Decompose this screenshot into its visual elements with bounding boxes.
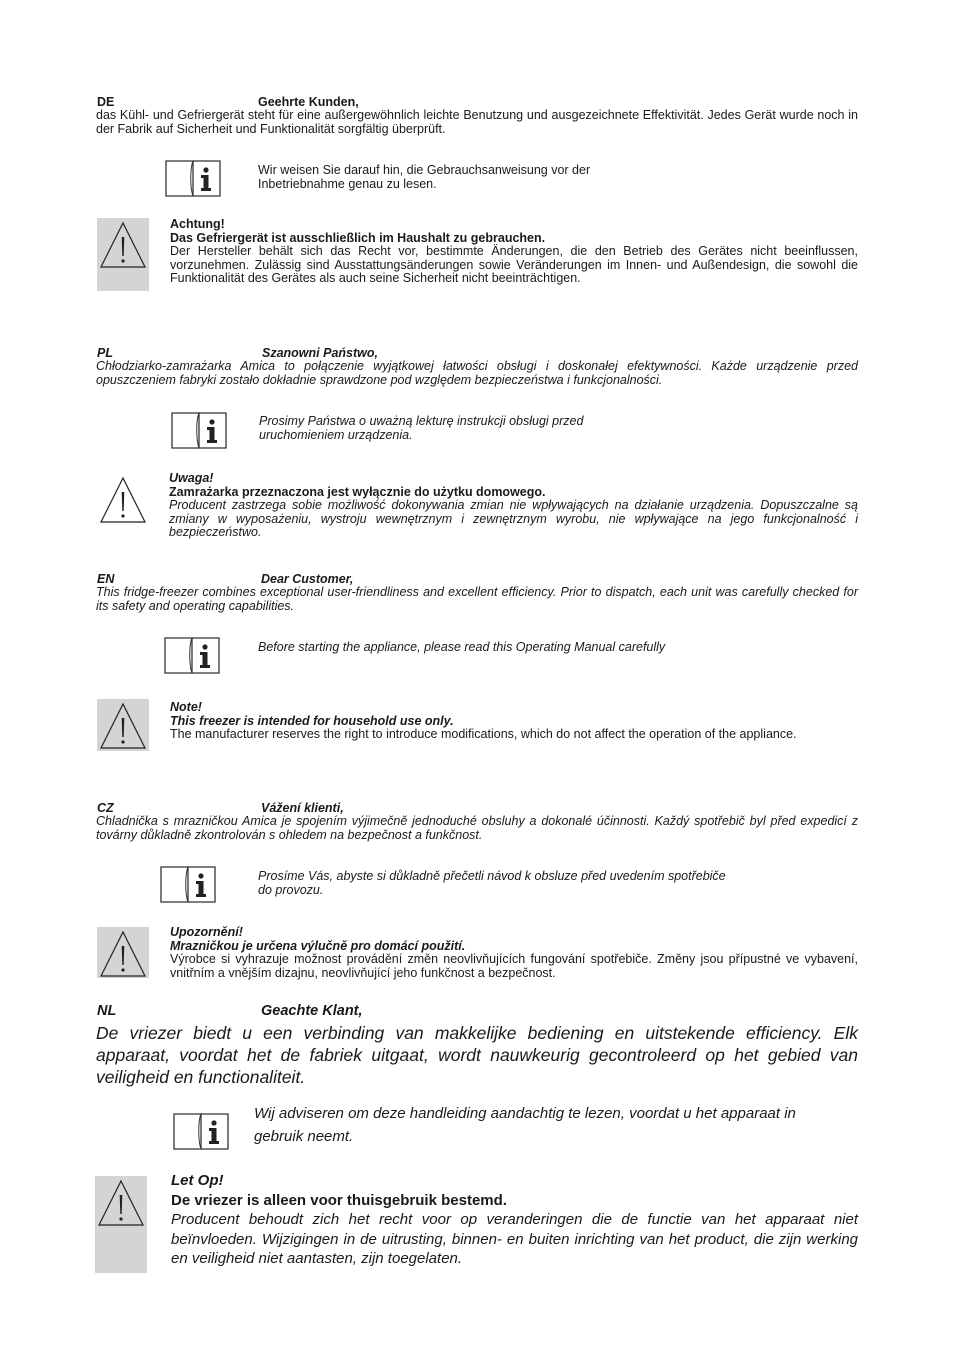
language-code: CZ: [97, 801, 114, 815]
intro-text: This fridge-freezer combines exceptional user-friendliness and excellent efficiency. Prior to dispatch, each unit was carefully checked for its safety and operating capabilities.: [96, 585, 858, 613]
greeting: Geehrte Kunden,: [258, 95, 359, 109]
warning-notice: [96, 471, 858, 539]
info-notice: [96, 1103, 858, 1153]
warning-body: The manufacturer reserves the right to introduce modifications, which do not affect the operation of the appliance.: [170, 727, 797, 741]
warning-notice: [96, 1171, 858, 1271]
warning-body: Der Hersteller behält sich das Recht vor, bestimmte Änderungen, die den Betrieb des Gerätes nicht beeinflussen, vorzunehmen. Zulässig sind Ausstattungsänderungen sowie Veränderungen im Innen- und Außendesign, die sowohl die Funktionalität des Gerätes als auch seine Sicherheit nicht beeinträchtigen.: [170, 244, 858, 285]
warning-triangle-icon: [99, 220, 147, 270]
greeting: Szanowni Państwo,: [262, 346, 378, 360]
intro-text: das Kühl- und Gefriergerät steht für eine außergewöhnlich leichte Benutzung und ausgezeichnete Effektivität. Jedes Gerät wurde noch in der Fabrik auf Sicherheit und Funktionalität sorgfältig überprüft.: [96, 108, 858, 136]
section-header: [96, 801, 858, 815]
warning-headline: Mrazničkou je určena výlučně pro domácí použití.: [170, 938, 466, 953]
info-book-icon: [170, 410, 228, 450]
warning-triangle-icon: [99, 475, 147, 525]
info-text: Prosíme Vás, abyste si důkladně přečetli návod k obsluze před uvedením spotřebiče do provozu.: [258, 869, 726, 897]
warning-triangle-icon: [99, 929, 147, 979]
warning-text: [170, 218, 858, 286]
warning-title: Note!: [170, 700, 202, 714]
warning-title: Let Op!: [171, 1172, 224, 1189]
greeting: Geachte Klant,: [261, 1003, 363, 1019]
warning-notice: [96, 698, 858, 753]
info-notice: [96, 862, 858, 906]
info-book-icon: [163, 635, 221, 675]
intro-text: Chladnička s mrazničkou Amica je spojením výjimečně jednoduché obsluhy a dokonalé účinnosti. Každý spotřebič byl před expedicí z továrny důkladně zkontrolován s ohledem na bezpečnost a funkčnost.: [96, 814, 858, 842]
section-cz: [96, 801, 858, 980]
greeting: Vážení klienti,: [261, 801, 344, 815]
intro-text: Chłodziarko-zamrażarka Amica to połączenie wyjątkowej łatwości obsługi i doskonałej efektywności. Każde urządzenie przed opuszczeniem fabryki zostało dokładnie sprawdzone pod względem bezpieczeństwa i funkcjonalności.: [96, 359, 858, 387]
info-book-icon: [159, 864, 217, 904]
info-book-icon: [172, 1111, 230, 1151]
warning-text: [169, 472, 858, 540]
warning-box: [97, 473, 149, 523]
warning-title: Uwaga!: [169, 471, 214, 485]
info-text: Wij adviseren om deze handleiding aandachtig te lezen, voordat u het apparaat in gebruik neemt.: [254, 1105, 796, 1145]
warning-headline: Das Gefriergerät ist ausschließlich im Haushalt zu gebrauchen.: [170, 230, 546, 245]
info-book-icon: [164, 158, 222, 198]
language-code: PL: [97, 346, 113, 360]
section-nl: [96, 1003, 858, 1267]
info-text: Prosimy Państwa o uważną lekturę instrukcji obsługi przed uruchomieniem urządzenia.: [259, 414, 584, 442]
warning-title: Achtung!: [170, 217, 225, 231]
warning-triangle-icon: [97, 1178, 145, 1228]
language-code: DE: [97, 95, 115, 109]
info-text: Wir weisen Sie darauf hin, die Gebrauchsanweisung vor der Inbetriebnahme genau zu lesen.: [258, 163, 591, 191]
warning-triangle-icon: [99, 701, 147, 751]
greeting: Dear Customer,: [261, 572, 354, 586]
warning-notice: [96, 218, 858, 292]
warning-headline: De vriezer is alleen voor thuisgebruik bestemd.: [171, 1191, 507, 1209]
section-header: [96, 346, 858, 360]
warning-text: [170, 701, 858, 742]
warning-text: [170, 926, 858, 980]
warning-box: [97, 218, 149, 291]
warning-body: Výrobce si vyhrazuje možnost provádění změn neovlivňujících fungování spotřebiče. Změny jsou přípustné ve vybavení, vnitřním a vnějším dizajnu, neovlivňující jeho funkčnost a bezpečnost.: [170, 952, 858, 980]
section-de: [96, 95, 858, 285]
section-header: [96, 1003, 858, 1020]
warning-notice: [96, 925, 858, 983]
warning-headline: Zamrażarka przeznaczona jest wyłącznie do użytku domowego.: [169, 484, 546, 499]
warning-headline: This freezer is intended for household use only.: [170, 713, 454, 728]
warning-body: Producent zastrzega sobie możliwość dokonywania zmian nie wpływających na działanie urządzenia. Dopuszczalne są zmiany w wyposażeniu, wystroju wewnętrznym i zewnętrznym wyrobu, nie wpływające na jego funkcjonalność i bezpieczeństwo.: [169, 498, 858, 539]
info-text: Before starting the appliance, please read this Operating Manual carefully: [258, 640, 666, 654]
section-pl: [96, 346, 858, 539]
section-en: [96, 572, 858, 741]
section-header: [96, 95, 858, 109]
warning-title: Upozornění!: [170, 925, 243, 939]
language-code: EN: [97, 572, 115, 586]
warning-box: [95, 1176, 147, 1273]
warning-body: Producent behoudt zich het recht voor op veranderingen die de functie van het apparaat niet beïnvloeden. Wijzigingen in de uitrusting, binnen- en buiten inrichting van het product, die zijn werking en veiligheid niet aantasten, zijn toegelaten.: [171, 1211, 858, 1267]
info-notice: [96, 633, 858, 677]
intro-text: De vriezer biedt u een verbinding van makkelijke bediening en uitstekende efficiency. Elk apparaat, voordat het de fabriek uitgaat, wordt nauwkeurig gecontroleerd op het gebied van veiligheid en functionaliteit.: [96, 1023, 858, 1087]
warning-text: [171, 1171, 858, 1269]
info-notice: [96, 408, 858, 452]
warning-box: [97, 699, 149, 751]
info-notice: [96, 156, 858, 200]
language-code: NL: [97, 1003, 117, 1019]
section-header: [96, 572, 858, 586]
warning-box: [97, 927, 149, 978]
